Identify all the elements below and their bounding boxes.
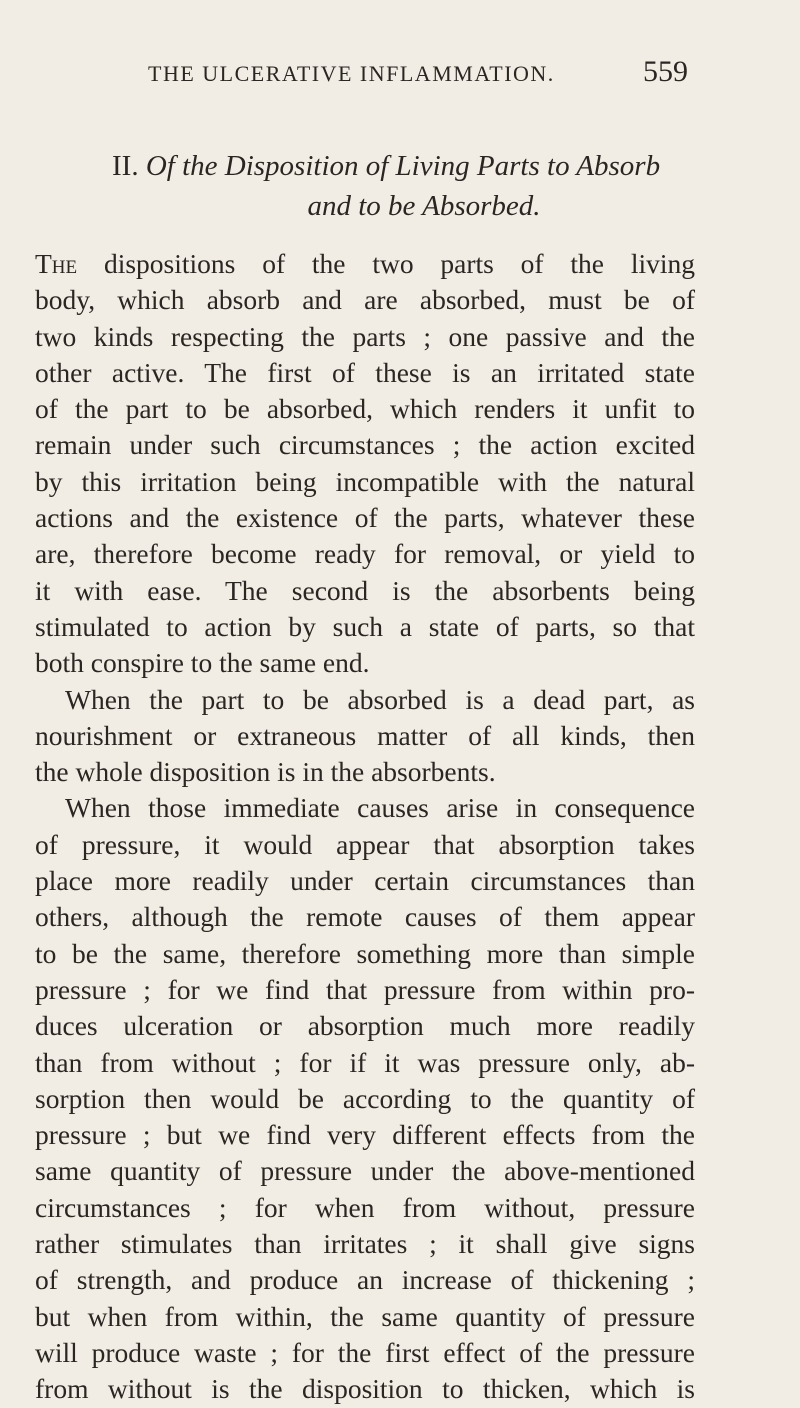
- text-line-content: than from without ; for if it was pressure only, ab-: [35, 1046, 695, 1078]
- text-line: [35, 718, 695, 754]
- text-line-content: are, therefore become ready for removal, or yield to: [35, 538, 695, 570]
- drop-word: The: [35, 248, 78, 279]
- text-line-content: of the part to be absorbed, which renders it unfit to: [35, 393, 695, 425]
- text-line-content: pressure ; for we find that pressure from within pro-: [35, 973, 695, 1005]
- body-text: [35, 246, 695, 1408]
- text-line: [35, 1008, 695, 1044]
- text-line: [35, 355, 695, 391]
- text-line: [35, 573, 695, 609]
- text-line-content: When those immediate causes arise in consequence: [65, 792, 695, 824]
- text-line-content: remain under such circumstances ; the action excited: [35, 429, 695, 461]
- text-line: [35, 827, 695, 863]
- text-line: [35, 645, 695, 681]
- text-line-content: by this irritation being incompatible with the natural: [35, 465, 695, 497]
- text-line: [35, 1226, 695, 1262]
- text-line: [35, 1153, 695, 1189]
- section-heading-line-2: and to be Absorbed.: [307, 190, 541, 222]
- text-line: [35, 1117, 695, 1153]
- text-line-content: body, which absorb and are absorbed, must be of: [35, 284, 695, 316]
- text-line-content: actions and the existence of the parts, whatever these: [35, 502, 695, 534]
- text-line: [35, 972, 695, 1008]
- section-number: II.: [112, 150, 139, 182]
- text-line-content: other active. The first of these is an irritated state: [35, 356, 695, 388]
- text-line-content: stimulated to action by such a state of parts, so that: [35, 610, 695, 642]
- section-heading-line-1: [112, 146, 712, 186]
- text-line: [35, 609, 695, 645]
- text-line-content: pressure ; but we find very different effects from the: [35, 1119, 695, 1151]
- text-line: [35, 282, 695, 318]
- text-line-content: it with ease. The second is the absorbents being: [35, 574, 695, 606]
- text-line-content: others, although the remote causes of them appear: [35, 901, 695, 933]
- text-line: [35, 790, 695, 826]
- text-line-content: to be the same, therefore something more than simple: [35, 937, 695, 969]
- text-line-content: circumstances ; for when from without, pressure: [35, 1191, 695, 1223]
- text-line-content: dispositions of the two parts of the living: [77, 248, 695, 279]
- text-line: [35, 1045, 695, 1081]
- text-line: [35, 464, 695, 500]
- text-line-content: same quantity of pressure under the above-mentioned: [35, 1155, 695, 1187]
- section-heading-title: Of the Disposition of Living Parts to Absorb: [145, 150, 661, 182]
- text-line: [35, 246, 695, 282]
- running-head-title: THE ULCERATIVE INFLAMMATION.: [148, 61, 555, 86]
- text-line: [35, 1299, 695, 1335]
- page-number: 559: [643, 55, 688, 88]
- text-line-content: place more readily under certain circumstances than: [35, 865, 695, 897]
- text-line-content: but when from within, the same quantity of pressure: [35, 1300, 695, 1332]
- text-line: [35, 427, 695, 463]
- text-line-content: of strength, and produce an increase of thickening ;: [35, 1264, 695, 1296]
- text-line-content: both conspire to the same end.: [35, 647, 370, 679]
- text-line: [35, 391, 695, 427]
- text-line: [35, 1262, 695, 1298]
- text-line: [35, 536, 695, 572]
- text-line: [35, 899, 695, 935]
- text-line-content: from without is the disposition to thicken, which is: [35, 1373, 695, 1405]
- text-line: [35, 682, 695, 718]
- text-line: [35, 863, 695, 899]
- text-line-content: the whole disposition is in the absorbents.: [35, 756, 496, 788]
- text-line: [35, 754, 695, 790]
- text-line-content: nourishment or extraneous matter of all kinds, then: [35, 719, 695, 751]
- text-line-content: sorption then would be according to the quantity of: [35, 1082, 695, 1114]
- text-line: [35, 1335, 695, 1371]
- text-line: [35, 1371, 695, 1407]
- text-line: [35, 319, 695, 355]
- text-line: [35, 1190, 695, 1226]
- text-line-content: will produce waste ; for the first effect of the pressure: [35, 1336, 695, 1368]
- text-line: [35, 1081, 695, 1117]
- text-line: [35, 936, 695, 972]
- text-line-content: rather stimulates than irritates ; it shall give signs: [35, 1228, 695, 1260]
- text-line-content: of pressure, it would appear that absorption takes: [35, 828, 695, 860]
- text-line-content: two kinds respecting the parts ; one passive and the: [35, 320, 695, 352]
- text-line: [35, 500, 695, 536]
- text-line-content: duces ulceration or absorption much more readily: [35, 1010, 695, 1042]
- text-line-content: When the part to be absorbed is a dead part, as: [65, 683, 695, 715]
- section-heading: [112, 146, 712, 226]
